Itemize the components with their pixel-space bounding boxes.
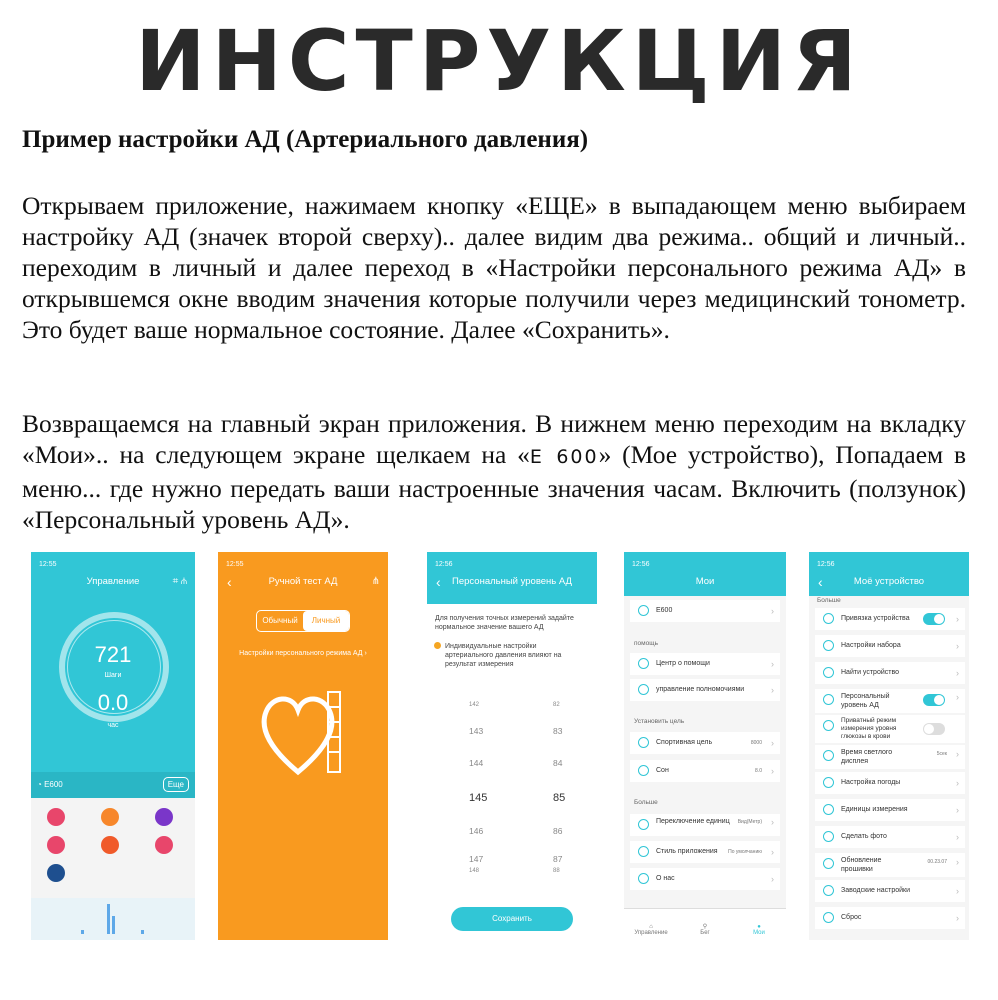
screenshot-mine [624, 552, 786, 940]
row-label: Сон [656, 767, 669, 774]
paragraph-2 [22, 408, 966, 535]
display-icon [823, 750, 834, 761]
run-icon: ⚲ [702, 924, 708, 930]
upgrade-icon [823, 858, 834, 869]
sport-icon [638, 737, 649, 748]
screen-header [427, 574, 597, 590]
activity-bar [107, 904, 110, 934]
note-text [445, 642, 575, 669]
device-row[interactable] [630, 600, 780, 622]
item-label: Обновление прошивки [841, 857, 882, 873]
item-label: Привязка устройства [841, 615, 910, 622]
personal-settings-label: Настройки персонального режима АД [239, 650, 363, 657]
section-more: Больше [634, 799, 658, 806]
row-value: 8000 [750, 740, 762, 746]
row-value: Вид(Метр) [737, 819, 762, 825]
chevron-right-icon: › [956, 778, 959, 788]
chevron-right-icon: › [956, 692, 959, 702]
picker-value: 88 [553, 868, 560, 874]
picker-value: 142 [469, 702, 480, 708]
activity-bar [81, 930, 84, 934]
picker-value: 82 [553, 702, 560, 708]
personal-bp-toggle[interactable] [923, 694, 945, 706]
tab-general[interactable]: Обычный [262, 616, 298, 625]
item-label: Найти устройство [841, 669, 899, 676]
device-item[interactable] [815, 799, 965, 821]
row-label: Переключение единиц [656, 818, 730, 825]
style-icon [638, 846, 649, 857]
item-label: Заводские настройки [841, 887, 911, 894]
section-heading: Пример настройки АД (Артериального давления) [22, 126, 589, 153]
ecg-icon[interactable] [47, 836, 65, 854]
picker-value: 146 [469, 826, 484, 836]
picker-value-selected: 85 [553, 792, 566, 804]
screenshot-personal-bp [427, 552, 597, 940]
header-area [624, 552, 786, 596]
find-icon [823, 667, 834, 678]
watch-icon [638, 605, 649, 616]
chevron-right-icon: › [956, 668, 959, 678]
paragraph-1: Открываем приложение, нажимаем кнопку «ЕЩЕ» в выпадающем меню выбираем настройку АД (значек второй сверху).. далее видим два режима.. общий и личный.. переходим в личный и далее переход в «Настройки персонального режима АД» в открывшемся окне вводим значения которые получили через медицинский тонометр. Это будет ваше нормальное состояние. Далее «Сохранить». [22, 191, 966, 344]
tab-label: Управление [634, 930, 668, 936]
picker-value: 83 [553, 726, 563, 736]
back-icon[interactable]: ‹ [227, 574, 232, 590]
item-value: 00.23.07 [927, 859, 947, 865]
oxygen-icon[interactable] [155, 808, 173, 826]
help-center-row[interactable] [630, 653, 780, 675]
picker-value: 86 [553, 826, 563, 836]
note-label: Индивидуальные настройки артериального давления влияют на результат измерения [445, 643, 562, 668]
home-icon: ⌂ [649, 924, 653, 930]
paragraph-2-start: Возвращаемся на главный экран приложения. В нижнем меню переходим на вкладку «Мои».. на следующем экране щелкаем на « [22, 409, 966, 469]
sleep-icon [638, 765, 649, 776]
device-item[interactable] [815, 745, 965, 769]
screen-header [218, 576, 388, 598]
item-label: Персональный уровень АД [841, 693, 890, 709]
about-row[interactable] [630, 868, 780, 890]
status-bar: 12:56 [817, 561, 835, 568]
picker-value: 147 [469, 854, 484, 864]
back-icon[interactable]: ‹ [436, 574, 441, 590]
chevron-right-icon: › [771, 685, 774, 695]
diastolic-picker[interactable] [553, 702, 565, 874]
user-icon: ● [757, 924, 761, 930]
temperature-icon[interactable] [101, 836, 119, 854]
device-item[interactable] [815, 880, 965, 902]
status-bar: 12:55 [226, 561, 244, 568]
chevron-right-icon: › [771, 738, 774, 748]
units-row[interactable] [630, 814, 780, 836]
weather-icon [823, 777, 834, 788]
units-icon [823, 804, 834, 815]
picker-value: 143 [469, 726, 484, 736]
glucose-toggle[interactable] [923, 723, 945, 735]
section-help: помощь [634, 640, 658, 647]
link-icon [823, 613, 834, 624]
systolic-picker[interactable] [469, 702, 487, 874]
page-title: ИНСТРУКЦИЯ [135, 12, 863, 110]
chevron-right-icon: › [771, 874, 774, 884]
device-item-personal-bp[interactable] [815, 689, 965, 713]
steps-value: 721 [94, 642, 132, 667]
chevron-right-icon: › [956, 913, 959, 923]
hours-value: 0.0 [97, 690, 129, 715]
screenshot-control [31, 552, 195, 940]
item-label: Сброс [841, 914, 862, 921]
permissions-row[interactable] [630, 679, 780, 701]
row-label: управление полномочиями [656, 686, 745, 693]
row-label: О нас [656, 875, 675, 882]
bottom-tabbar [624, 908, 786, 940]
chevron-right-icon: › [956, 857, 959, 867]
chevron-right-icon: › [956, 832, 959, 842]
screenshot-manual-test [218, 552, 388, 940]
chevron-right-icon: › [771, 817, 774, 827]
glucose-icon[interactable] [155, 836, 173, 854]
header-title: Управление [86, 576, 140, 587]
device-item[interactable] [815, 662, 965, 684]
chevron-right-icon: › [956, 805, 959, 815]
more-button[interactable]: Еще [163, 777, 189, 792]
hint-text: Для получения точных измерений задайте нормальное значение вашего АД [435, 615, 574, 631]
chevron-right-icon: › [771, 847, 774, 857]
chevron-right-icon: › [956, 886, 959, 896]
item-label: Время светлого дисплея [841, 749, 893, 765]
settings-icon[interactable] [47, 864, 65, 882]
header-title: Персональный уровень АД [452, 576, 572, 587]
device-item[interactable] [815, 772, 965, 794]
activity-bars [31, 898, 195, 940]
item-label: Приватный режим измерения уровня глюкозы в крови [841, 717, 897, 740]
item-label: Сделать фото [841, 833, 887, 840]
status-bar: 12:56 [435, 561, 453, 568]
reset-icon [823, 912, 834, 923]
device-item[interactable] [815, 907, 965, 929]
share-icon[interactable]: ⋔ [371, 576, 380, 587]
screenshot-my-device [809, 552, 969, 940]
tab-run[interactable] [680, 923, 730, 936]
tab-control[interactable] [626, 924, 676, 936]
paragraph-2-end: » (Мое устройство), Попадаем в меню... где нужно передать ваши настроенные значения часам. Включить (ползунок) «Персональный уровень АД». [22, 440, 966, 534]
save-button[interactable]: Сохранить [451, 907, 573, 931]
item-label: Единицы измерения [841, 806, 908, 813]
factory-icon [823, 885, 834, 896]
sleep-row[interactable] [630, 760, 780, 782]
chevron-right-icon: › [771, 606, 774, 616]
chevron-right-icon: › [956, 749, 959, 759]
row-label: Спортивная цель [656, 739, 713, 746]
picker-value: 144 [469, 758, 484, 768]
device-item[interactable] [815, 853, 965, 877]
blood-pressure-icon[interactable] [101, 808, 119, 826]
row-label: Стиль приложения [656, 848, 718, 855]
device-item[interactable] [815, 715, 965, 743]
heart-rate-icon[interactable] [47, 808, 65, 826]
picker-value: 87 [553, 854, 563, 864]
item-label: Настройки набора [841, 642, 901, 649]
picker-value-selected: 145 [469, 792, 488, 804]
device-label: E600 [656, 607, 673, 614]
status-bar: 12:56 [632, 561, 650, 568]
personal-settings-link[interactable]: Настройки персонального режима АД › [239, 650, 367, 657]
steps-label: Шаги [104, 672, 122, 679]
heart-icon [823, 694, 834, 705]
mode-switch [256, 610, 350, 632]
share-icon[interactable]: ⌗ ⋔ [172, 576, 187, 587]
section-goal: Установить цель [634, 718, 685, 725]
glucose-icon [823, 720, 834, 731]
units-icon [638, 819, 649, 830]
item-value: 5сек [936, 751, 947, 757]
device-item[interactable] [815, 608, 965, 630]
device-name-inline: E 600 [529, 446, 599, 468]
header-title: Моё устройство [853, 576, 925, 587]
device-item[interactable] [815, 635, 965, 657]
hours-label: час [107, 722, 119, 729]
item-label: Настройка погоды [841, 779, 901, 786]
chevron-right-icon: › [956, 614, 959, 624]
camera-icon [823, 831, 834, 842]
sport-goal-row[interactable] [630, 732, 780, 754]
picker-value: 84 [553, 758, 563, 768]
row-value: По умолчанию [728, 849, 762, 855]
header-area [427, 552, 597, 604]
header-title: Ручной тест АД [268, 576, 338, 587]
heart-gauge-icon [258, 682, 348, 782]
chevron-right-icon: › [771, 766, 774, 776]
menu-grid [31, 798, 195, 940]
tab-label: Бег [700, 930, 710, 936]
activity-bar [141, 930, 144, 934]
section-more: Больше [817, 597, 841, 604]
help-icon [638, 658, 649, 669]
picker-value: 148 [469, 868, 480, 874]
tab-label: Мои [753, 930, 765, 936]
tab-mine[interactable] [734, 924, 784, 936]
permission-icon [638, 684, 649, 695]
dial-icon [823, 640, 834, 651]
tab-personal[interactable]: Личный [303, 611, 349, 631]
screen-header [809, 574, 969, 590]
chevron-right-icon: › [771, 659, 774, 669]
chevron-right-icon: › [956, 641, 959, 651]
watch-icon: ◔ [37, 780, 45, 789]
style-row[interactable] [630, 841, 780, 863]
header-area [809, 552, 969, 596]
activity-bar [112, 916, 115, 934]
row-value: 8.0 [755, 768, 762, 774]
status-bar: 12:55 [39, 561, 57, 568]
bind-toggle[interactable] [923, 613, 945, 625]
warning-icon [434, 642, 441, 649]
device-row[interactable] [31, 772, 195, 798]
row-label: Центр о помощи [656, 660, 710, 667]
back-icon[interactable]: ‹ [818, 574, 823, 590]
device-item[interactable] [815, 826, 965, 848]
screen-header [31, 576, 195, 598]
device-label: E600 [44, 780, 63, 789]
info-icon [638, 873, 649, 884]
header-title: Мои [695, 576, 715, 587]
